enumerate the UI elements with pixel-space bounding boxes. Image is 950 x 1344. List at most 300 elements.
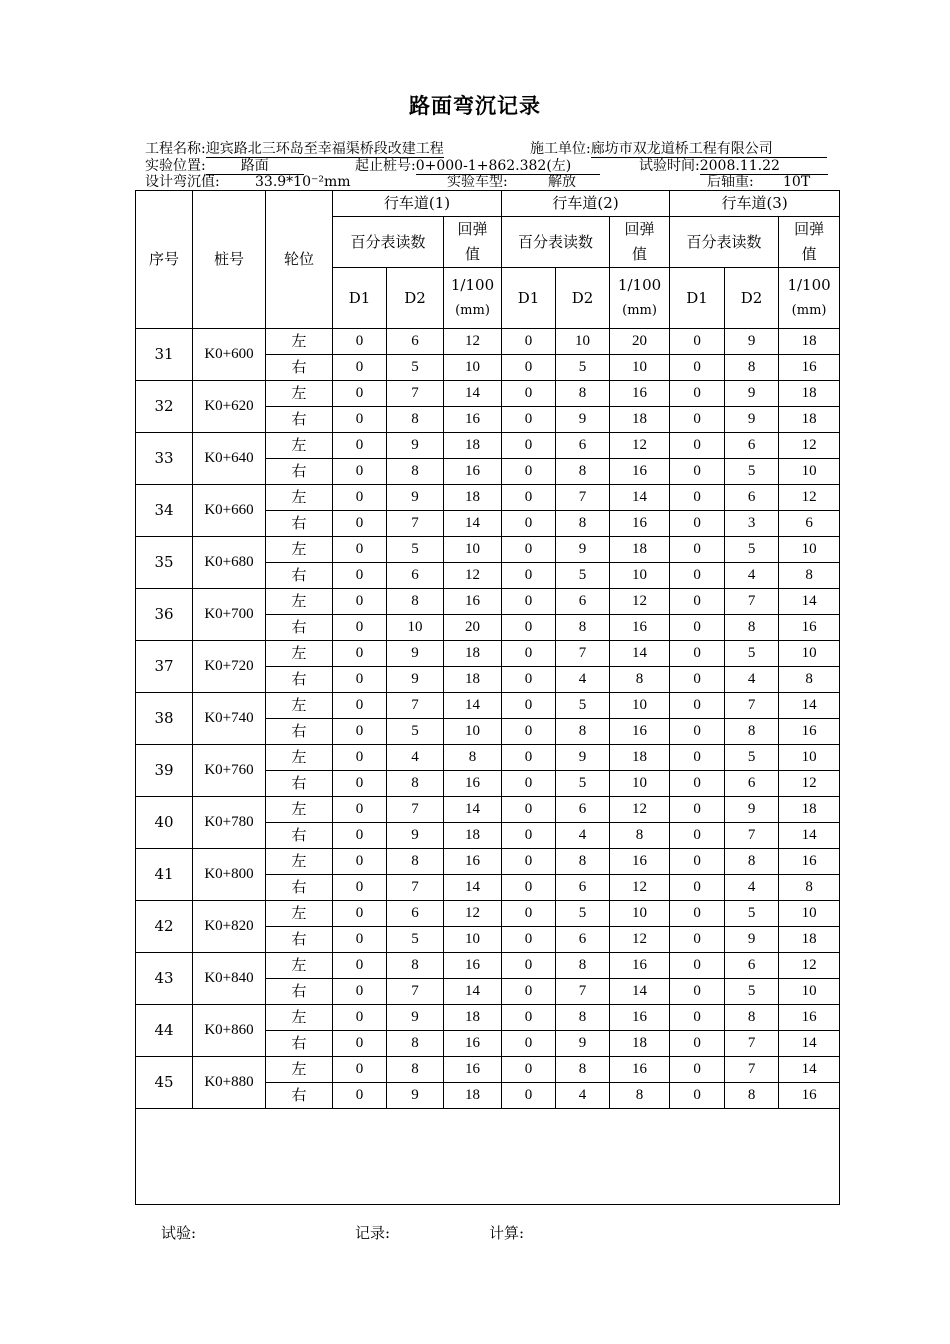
wheel-cell: 左 [266,589,333,615]
table-row [136,849,840,875]
value-cell: 0 [502,745,556,771]
value-cell: 0 [670,615,725,641]
wheel-cell: 右 [266,823,333,849]
value-cell: 0 [502,433,556,459]
value-cell: 0 [333,615,387,641]
value-cell: 10 [444,927,502,953]
value-cell: 0 [670,563,725,589]
value-cell: 0 [502,693,556,719]
design-value: 33.9*10⁻²mm [255,174,351,190]
value-cell: 0 [670,355,725,381]
table-row [136,901,840,927]
value-cell: 12 [444,901,502,927]
value-cell: 0 [502,381,556,407]
value-cell: 4 [387,745,444,771]
header-dial-1: 百分表读数 [333,217,444,268]
value-cell: 12 [779,771,840,797]
station-label: 起止桩号: [355,158,416,174]
design-label: 设计弯沉值: [145,174,220,190]
value-cell: 8 [387,953,444,979]
value-cell: 12 [444,329,502,355]
value-cell: 18 [779,927,840,953]
table-row [136,1057,840,1083]
value-cell: 16 [779,355,840,381]
value-cell: 9 [556,745,610,771]
value-cell: 0 [502,979,556,1005]
value-cell: 12 [444,563,502,589]
table-row [136,641,840,667]
value-cell: 9 [387,823,444,849]
value-cell: 18 [444,433,502,459]
value-cell: 6 [556,927,610,953]
value-cell: 0 [502,1057,556,1083]
header-lane-1: 行车道(1) [333,191,502,217]
value-cell: 0 [333,641,387,667]
value-cell: 0 [333,927,387,953]
value-cell: 10 [610,563,670,589]
value-cell: 0 [333,667,387,693]
value-cell: 0 [333,953,387,979]
value-cell: 14 [444,797,502,823]
value-cell: 16 [444,771,502,797]
value-cell: 14 [779,693,840,719]
value-cell: 8 [725,719,779,745]
value-cell: 8 [556,953,610,979]
seq-cell: 32 [136,381,193,433]
wheel-cell: 右 [266,407,333,433]
value-cell: 16 [444,953,502,979]
value-cell: 12 [610,589,670,615]
value-cell: 0 [670,745,725,771]
table-row [136,1005,840,1031]
value-cell: 0 [670,667,725,693]
value-cell: 4 [556,823,610,849]
value-cell: 0 [333,407,387,433]
header-d2-lane-3: D2 [725,268,779,329]
header-row-1 [136,191,840,217]
value-cell: 20 [610,329,670,355]
value-cell: 0 [333,589,387,615]
axle-label: 后轴重: [707,174,754,190]
value-cell: 8 [556,849,610,875]
table-row [136,433,840,459]
seq-cell: 44 [136,1005,193,1057]
value-cell: 5 [556,355,610,381]
value-cell: 8 [387,1031,444,1057]
value-cell: 0 [670,1083,725,1109]
location-label: 实验位置: [145,158,206,174]
value-cell: 5 [556,771,610,797]
value-cell: 10 [444,537,502,563]
value-cell: 8 [725,615,779,641]
header-lane-2: 行车道(2) [502,191,670,217]
value-cell: 10 [779,641,840,667]
value-cell: 0 [670,329,725,355]
station-cell: K0+740 [193,693,266,745]
value-cell: 16 [610,953,670,979]
value-cell: 0 [670,719,725,745]
value-cell: 10 [779,745,840,771]
unit-top: 1/100 [450,276,495,294]
value-cell: 10 [610,355,670,381]
wheel-cell: 右 [266,719,333,745]
value-cell: 12 [610,927,670,953]
value-cell: 7 [556,485,610,511]
value-cell: 3 [725,511,779,537]
value-cell: 0 [502,927,556,953]
station-cell: K0+800 [193,849,266,901]
value-cell: 8 [387,459,444,485]
station-cell: K0+640 [193,433,266,485]
value-cell: 6 [779,511,840,537]
value-cell: 7 [387,875,444,901]
header-dial-3: 百分表读数 [670,217,779,268]
seq-cell: 38 [136,693,193,745]
value-cell: 5 [725,459,779,485]
value-cell: 0 [333,563,387,589]
value-cell: 0 [670,641,725,667]
value-cell: 7 [387,979,444,1005]
station-cell: K0+840 [193,953,266,1005]
value-cell: 8 [725,849,779,875]
unit-bottom: (mm) [791,303,827,318]
header-d2-lane-1: D2 [387,268,444,329]
value-cell: 0 [670,823,725,849]
value-cell: 6 [387,329,444,355]
station-cell: K0+820 [193,901,266,953]
value-cell: 0 [333,823,387,849]
value-cell: 14 [610,641,670,667]
value-cell: 0 [333,745,387,771]
value-cell: 9 [387,1005,444,1031]
value-cell: 0 [502,329,556,355]
remarks-cell [136,1109,840,1205]
header-wheel: 轮位 [266,191,333,329]
value-cell: 0 [502,355,556,381]
value-cell: 14 [444,979,502,1005]
value-cell: 12 [610,875,670,901]
value-cell: 6 [725,953,779,979]
value-cell: 14 [779,1057,840,1083]
value-cell: 16 [610,1005,670,1031]
value-cell: 9 [556,1031,610,1057]
value-cell: 18 [444,641,502,667]
value-cell: 16 [610,1057,670,1083]
value-cell: 16 [444,1031,502,1057]
value-cell: 5 [725,745,779,771]
value-cell: 0 [502,797,556,823]
wheel-cell: 左 [266,1005,333,1031]
value-cell: 6 [556,589,610,615]
value-cell: 6 [725,771,779,797]
value-cell: 10 [610,901,670,927]
value-cell: 0 [333,1031,387,1057]
station-cell: K0+880 [193,1057,266,1109]
value-cell: 0 [333,459,387,485]
seq-cell: 42 [136,901,193,953]
wheel-cell: 右 [266,771,333,797]
wheel-cell: 左 [266,433,333,459]
value-cell: 18 [444,823,502,849]
value-cell: 0 [670,485,725,511]
time-label: 试验时间: [639,158,700,174]
value-cell: 8 [779,563,840,589]
value-cell: 0 [502,641,556,667]
table-row [136,537,840,563]
value-cell: 0 [670,771,725,797]
project-value: 迎宾路北三环岛至幸福渠桥段改建工程 [205,141,444,157]
value-cell: 0 [502,1005,556,1031]
table-row [136,589,840,615]
value-cell: 0 [670,927,725,953]
value-cell: 6 [725,485,779,511]
value-cell: 10 [610,771,670,797]
seq-cell: 40 [136,797,193,849]
wheel-cell: 右 [266,1031,333,1057]
wheel-cell: 左 [266,381,333,407]
value-cell: 9 [725,407,779,433]
wheel-cell: 右 [266,875,333,901]
value-cell: 7 [387,511,444,537]
value-cell: 5 [725,979,779,1005]
value-cell: 9 [556,537,610,563]
value-cell: 16 [444,589,502,615]
wheel-cell: 右 [266,355,333,381]
value-cell: 10 [444,355,502,381]
value-cell: 18 [610,745,670,771]
value-cell: 8 [556,459,610,485]
header-dial-2: 百分表读数 [502,217,610,268]
value-cell: 8 [387,1057,444,1083]
value-cell: 0 [333,485,387,511]
unit-top: 1/100 [617,276,662,294]
value-cell: 7 [556,641,610,667]
header-rebound-1: 回弹值 [444,217,502,268]
value-cell: 10 [779,537,840,563]
wheel-cell: 左 [266,901,333,927]
value-cell: 16 [444,1057,502,1083]
value-cell: 0 [502,563,556,589]
wheel-cell: 右 [266,563,333,589]
value-cell: 18 [779,797,840,823]
value-cell: 9 [556,407,610,433]
unit-label: 施工单位: [530,141,591,157]
value-cell: 7 [725,1031,779,1057]
value-cell: 9 [725,381,779,407]
value-cell: 0 [670,537,725,563]
value-cell: 16 [610,511,670,537]
wheel-cell: 左 [266,329,333,355]
value-cell: 14 [444,381,502,407]
wheel-cell: 右 [266,615,333,641]
seq-cell: 31 [136,329,193,381]
station-cell: K0+660 [193,485,266,537]
value-cell: 0 [670,1031,725,1057]
value-cell: 6 [387,901,444,927]
wheel-cell: 左 [266,953,333,979]
value-cell: 0 [670,511,725,537]
value-cell: 7 [725,589,779,615]
seq-cell: 39 [136,745,193,797]
wheel-cell: 右 [266,1083,333,1109]
table-row [136,485,840,511]
value-cell: 0 [502,511,556,537]
station-cell: K0+680 [193,537,266,589]
value-cell: 10 [444,719,502,745]
value-cell: 9 [387,641,444,667]
value-cell: 10 [556,329,610,355]
value-cell: 8 [610,1083,670,1109]
value-cell: 7 [387,797,444,823]
value-cell: 18 [779,381,840,407]
value-cell: 18 [610,407,670,433]
header-unit-lane-1 [444,268,502,329]
value-cell: 16 [610,719,670,745]
value-cell: 0 [502,849,556,875]
value-cell: 18 [444,1005,502,1031]
value-cell: 5 [387,355,444,381]
value-cell: 7 [387,381,444,407]
value-cell: 0 [502,719,556,745]
value-cell: 0 [333,797,387,823]
seq-cell: 37 [136,641,193,693]
station-cell: K0+700 [193,589,266,641]
header-d2-lane-2: D2 [556,268,610,329]
value-cell: 6 [556,433,610,459]
vehicle-value: 解放 [548,174,576,190]
value-cell: 14 [444,875,502,901]
value-cell: 0 [333,1057,387,1083]
value-cell: 9 [725,329,779,355]
value-cell: 8 [725,1005,779,1031]
wheel-cell: 左 [266,1057,333,1083]
header-d1-lane-1: D1 [333,268,387,329]
seq-cell: 34 [136,485,193,537]
value-cell: 8 [387,771,444,797]
value-cell: 10 [779,459,840,485]
value-cell: 0 [502,407,556,433]
footer-calc: 计算: [489,1224,525,1242]
value-cell: 4 [556,667,610,693]
table-row [136,797,840,823]
table-row [136,381,840,407]
unit-bottom: (mm) [455,303,490,318]
value-cell: 5 [556,693,610,719]
value-cell: 0 [502,823,556,849]
value-cell: 14 [779,1031,840,1057]
value-cell: 12 [779,485,840,511]
header-station: 桩号 [193,191,266,329]
seq-cell: 33 [136,433,193,485]
value-cell: 10 [610,693,670,719]
station-cell: K0+620 [193,381,266,433]
value-cell: 0 [502,485,556,511]
value-cell: 0 [670,1005,725,1031]
station-cell: K0+780 [193,797,266,849]
value-cell: 7 [725,823,779,849]
seq-cell: 41 [136,849,193,901]
value-cell: 16 [610,381,670,407]
value-cell: 5 [387,537,444,563]
value-cell: 0 [333,693,387,719]
value-cell: 16 [610,459,670,485]
wheel-cell: 左 [266,745,333,771]
value-cell: 0 [670,459,725,485]
value-cell: 8 [610,823,670,849]
header-rebound-2: 回弹值 [610,217,670,268]
project-label: 工程名称: [145,141,206,157]
value-cell: 9 [725,927,779,953]
value-cell: 0 [333,849,387,875]
value-cell: 0 [333,979,387,1005]
table-row [136,693,840,719]
value-cell: 0 [502,537,556,563]
value-cell: 0 [670,433,725,459]
seq-cell: 45 [136,1057,193,1109]
value-cell: 8 [556,719,610,745]
value-cell: 18 [444,1083,502,1109]
value-cell: 6 [387,563,444,589]
value-cell: 0 [333,771,387,797]
value-cell: 0 [502,875,556,901]
value-cell: 10 [387,615,444,641]
value-cell: 8 [779,667,840,693]
value-cell: 16 [610,615,670,641]
value-cell: 0 [502,667,556,693]
value-cell: 7 [387,693,444,719]
station-cell: K0+760 [193,745,266,797]
wheel-cell: 左 [266,849,333,875]
footer-record: 记录: [355,1224,391,1242]
value-cell: 12 [610,797,670,823]
value-cell: 0 [333,329,387,355]
footer-test: 试验: [161,1224,197,1242]
table-row [136,953,840,979]
value-cell: 0 [333,719,387,745]
value-cell: 8 [610,667,670,693]
value-cell: 0 [670,407,725,433]
header-lane-3: 行车道(3) [670,191,840,217]
seq-cell: 35 [136,537,193,589]
value-cell: 18 [779,407,840,433]
value-cell: 0 [670,1057,725,1083]
value-cell: 9 [725,797,779,823]
value-cell: 0 [333,901,387,927]
value-cell: 8 [725,355,779,381]
value-cell: 10 [779,979,840,1005]
station-cell: K0+600 [193,329,266,381]
value-cell: 5 [725,537,779,563]
value-cell: 0 [502,953,556,979]
deflection-table [135,190,840,1205]
value-cell: 5 [725,641,779,667]
wheel-cell: 右 [266,927,333,953]
value-cell: 16 [779,1005,840,1031]
value-cell: 8 [779,875,840,901]
value-cell: 5 [387,719,444,745]
value-cell: 16 [779,849,840,875]
value-cell: 8 [387,849,444,875]
header-seq: 序号 [136,191,193,329]
value-cell: 8 [387,589,444,615]
wheel-cell: 左 [266,693,333,719]
value-cell: 0 [670,901,725,927]
value-cell: 0 [333,355,387,381]
value-cell: 0 [333,511,387,537]
value-cell: 0 [333,537,387,563]
value-cell: 8 [444,745,502,771]
header-d1-lane-3: D1 [670,268,725,329]
